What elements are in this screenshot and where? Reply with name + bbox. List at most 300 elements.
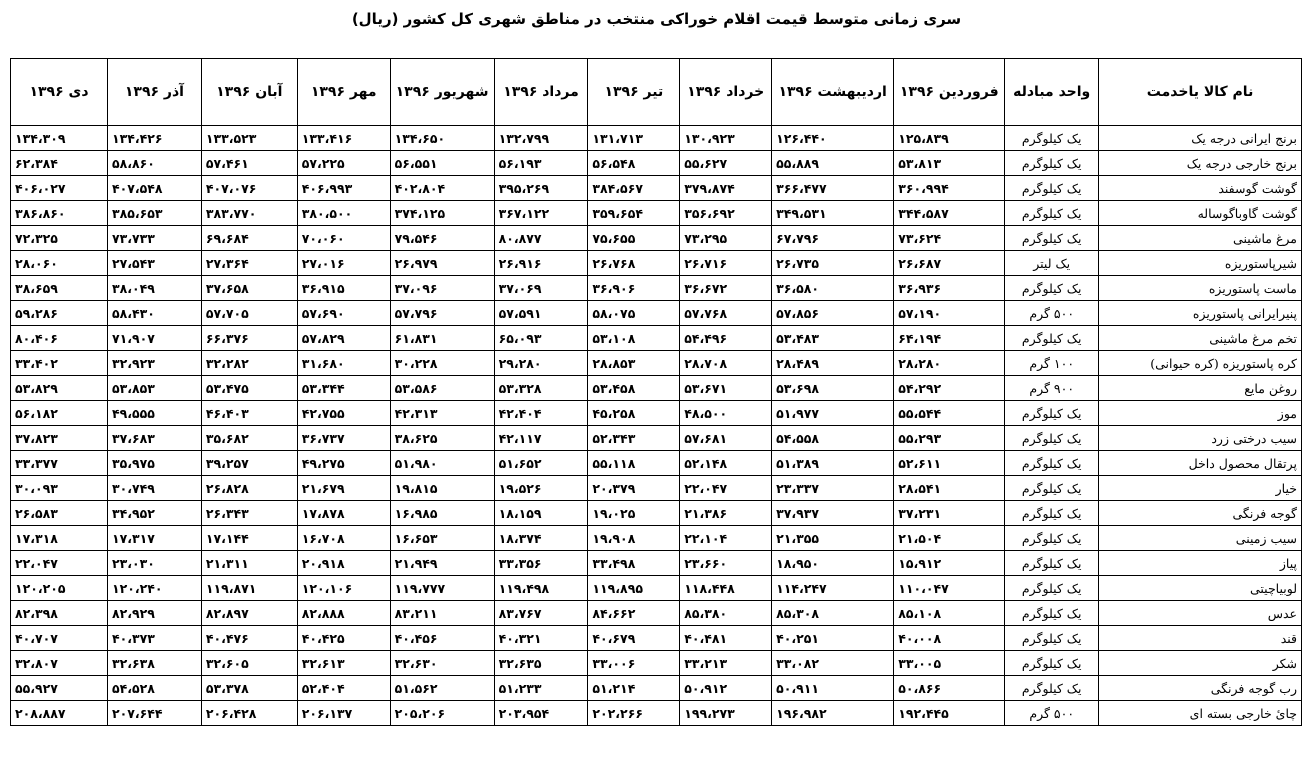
column-header-month: آذر ۱۳۹۶: [108, 59, 202, 126]
price-cell: ۵۳،۳۲۸: [494, 376, 588, 401]
table-row: [11, 476, 1302, 501]
price-cell: ۵۶،۵۵۱: [390, 151, 494, 176]
price-cell: ۸۴،۶۶۲: [588, 601, 680, 626]
price-cell: ۳۹۵،۲۶۹: [494, 176, 588, 201]
column-header-month: دی ۱۳۹۶: [11, 59, 108, 126]
price-cell: ۱۳۴،۴۲۶: [108, 126, 202, 151]
price-cell: ۱۲۰،۲۰۵: [11, 576, 108, 601]
price-cell: ۵۰،۸۶۶: [894, 676, 1005, 701]
price-cell: ۱۹،۰۲۵: [588, 501, 680, 526]
price-cell: ۲۶،۷۶۸: [588, 251, 680, 276]
price-cell: ۳۶،۵۸۰: [772, 276, 894, 301]
price-cell: ۴۲،۱۱۷: [494, 426, 588, 451]
price-cell: ۱۶،۶۵۳: [390, 526, 494, 551]
price-cell: ۴۲،۷۵۵: [297, 401, 390, 426]
unit-cell: یک کیلوگرم: [1005, 576, 1099, 601]
price-cell: ۷۳،۶۲۴: [894, 226, 1005, 251]
price-cell: ۳۳،۴۰۲: [11, 351, 108, 376]
price-cell: ۳۷۴،۱۲۵: [390, 201, 494, 226]
price-cell: ۳۸۳،۷۷۰: [201, 201, 297, 226]
item-name-cell: گوشت گاوباگوساله: [1099, 201, 1302, 226]
price-cell: ۷۱،۹۰۷: [108, 326, 202, 351]
column-header-month: تیر ۱۳۹۶: [588, 59, 680, 126]
price-cell: ۵۲،۴۰۴: [297, 676, 390, 701]
item-name-cell: روغن مایع: [1099, 376, 1302, 401]
price-cell: ۲۸،۰۶۰: [11, 251, 108, 276]
price-cell: ۳۲،۲۸۲: [201, 351, 297, 376]
price-cell: ۲۱،۵۰۴: [894, 526, 1005, 551]
column-header-month: خرداد ۱۳۹۶: [680, 59, 772, 126]
table-row: [11, 351, 1302, 376]
price-cell: ۳۷،۲۳۱: [894, 501, 1005, 526]
price-cell: ۵۶،۵۴۸: [588, 151, 680, 176]
unit-cell: یک کیلوگرم: [1005, 426, 1099, 451]
price-cell: ۱۱۴،۲۴۷: [772, 576, 894, 601]
price-cell: ۱۷،۸۷۸: [297, 501, 390, 526]
price-cell: ۲۷،۵۴۳: [108, 251, 202, 276]
price-cell: ۲۸،۷۰۸: [680, 351, 772, 376]
price-cell: ۲۸،۵۴۱: [894, 476, 1005, 501]
price-cell: ۵۳،۶۷۱: [680, 376, 772, 401]
price-cell: ۳۳،۰۰۵: [894, 651, 1005, 676]
price-cell: ۱۸،۱۵۹: [494, 501, 588, 526]
price-cell: ۲۰۶،۴۲۸: [201, 701, 297, 726]
price-cell: ۱۳۴،۶۵۰: [390, 126, 494, 151]
price-cell: ۳۷،۶۵۸: [201, 276, 297, 301]
unit-cell: یک کیلوگرم: [1005, 451, 1099, 476]
price-cell: ۳۷،۹۳۷: [772, 501, 894, 526]
price-cell: ۵۴،۵۲۸: [108, 676, 202, 701]
price-cell: ۵۱،۳۸۹: [772, 451, 894, 476]
price-cell: ۵۰،۹۱۱: [772, 676, 894, 701]
price-cell: ۵۷،۶۹۰: [297, 301, 390, 326]
header-row: [11, 59, 1302, 126]
price-cell: ۱۹،۵۲۶: [494, 476, 588, 501]
price-cell: ۳۳،۲۱۳: [680, 651, 772, 676]
price-cell: ۵۰،۹۱۲: [680, 676, 772, 701]
price-cell: ۳۰،۷۴۹: [108, 476, 202, 501]
price-cell: ۴۰۷،۰۷۶: [201, 176, 297, 201]
price-cell: ۵۷،۸۵۶: [772, 301, 894, 326]
table-body: [11, 126, 1302, 726]
price-cell: ۵۷،۵۹۱: [494, 301, 588, 326]
price-cell: ۱۳۳،۴۱۶: [297, 126, 390, 151]
price-cell: ۳۴۹،۵۳۱: [772, 201, 894, 226]
price-cell: ۳۶۰،۹۹۴: [894, 176, 1005, 201]
item-name-cell: رب گوجه فرنگی: [1099, 676, 1302, 701]
item-name-cell: سیب زمینی: [1099, 526, 1302, 551]
price-cell: ۵۳،۸۱۳: [894, 151, 1005, 176]
unit-cell: یک کیلوگرم: [1005, 126, 1099, 151]
price-cell: ۳۸۰،۵۰۰: [297, 201, 390, 226]
price-cell: ۳۳،۰۸۲: [772, 651, 894, 676]
price-cell: ۳۳،۰۰۶: [588, 651, 680, 676]
table-row: [11, 176, 1302, 201]
price-cell: ۱۲۶،۴۴۰: [772, 126, 894, 151]
unit-cell: ۹۰۰ گرم: [1005, 376, 1099, 401]
table-row: [11, 526, 1302, 551]
price-cell: ۲۷،۰۱۶: [297, 251, 390, 276]
price-cell: ۵۸،۰۷۵: [588, 301, 680, 326]
price-cell: ۳۶،۹۱۵: [297, 276, 390, 301]
price-cell: ۶۴،۱۹۴: [894, 326, 1005, 351]
price-cell: ۴۰،۴۲۵: [297, 626, 390, 651]
item-name-cell: برنج ایرانی درجه یک: [1099, 126, 1302, 151]
price-cell: ۴۲،۴۰۴: [494, 401, 588, 426]
item-name-cell: گوشت گوسفند: [1099, 176, 1302, 201]
price-cell: ۱۳۲،۷۹۹: [494, 126, 588, 151]
price-cell: ۲۰۵،۲۰۶: [390, 701, 494, 726]
price-cell: ۳۲،۸۰۷: [11, 651, 108, 676]
price-cell: ۷۹،۵۴۶: [390, 226, 494, 251]
price-cell: ۱۵،۹۱۲: [894, 551, 1005, 576]
price-cell: ۲۱،۳۵۵: [772, 526, 894, 551]
price-cell: ۲۰۸،۸۸۷: [11, 701, 108, 726]
price-cell: ۵۱،۲۳۳: [494, 676, 588, 701]
price-cell: ۱۱۸،۴۴۸: [680, 576, 772, 601]
price-cell: ۳۳،۳۵۶: [494, 551, 588, 576]
price-cell: ۱۶،۹۸۵: [390, 501, 494, 526]
price-cell: ۸۲،۳۹۸: [11, 601, 108, 626]
price-cell: ۳۸۵،۶۵۳: [108, 201, 202, 226]
price-cell: ۷۳،۷۳۳: [108, 226, 202, 251]
price-cell: ۵۳،۴۵۸: [588, 376, 680, 401]
price-cell: ۸۳،۲۱۱: [390, 601, 494, 626]
unit-cell: یک کیلوگرم: [1005, 151, 1099, 176]
price-cell: ۲۳،۶۶۰: [680, 551, 772, 576]
table-row: [11, 651, 1302, 676]
price-cell: ۵۶،۱۹۳: [494, 151, 588, 176]
price-cell: ۵۳،۴۷۵: [201, 376, 297, 401]
column-header-item: نام کالا یاخدمت: [1099, 59, 1302, 126]
price-cell: ۱۷،۳۱۷: [108, 526, 202, 551]
price-cell: ۱۱۰،۰۴۷: [894, 576, 1005, 601]
price-cell: ۳۲،۶۳۵: [494, 651, 588, 676]
price-cell: ۴۰،۶۷۹: [588, 626, 680, 651]
price-cell: ۲۰۳،۹۵۴: [494, 701, 588, 726]
price-cell: ۲۱،۳۱۱: [201, 551, 297, 576]
price-cell: ۴۰۲،۸۰۴: [390, 176, 494, 201]
item-name-cell: سیب درختی زرد: [1099, 426, 1302, 451]
price-cell: ۵۱،۶۵۲: [494, 451, 588, 476]
item-name-cell: کره پاستوریزه (کره حیوانی): [1099, 351, 1302, 376]
price-cell: ۴۰،۴۵۶: [390, 626, 494, 651]
price-cell: ۳۲،۶۱۳: [297, 651, 390, 676]
table-row: [11, 601, 1302, 626]
price-cell: ۶۷،۷۹۶: [772, 226, 894, 251]
price-cell: ۵۸،۸۶۰: [108, 151, 202, 176]
price-cell: ۵۲،۶۱۱: [894, 451, 1005, 476]
price-cell: ۷۲،۳۲۵: [11, 226, 108, 251]
price-cell: ۲۱،۶۷۹: [297, 476, 390, 501]
column-header-month: شهریور ۱۳۹۶: [390, 59, 494, 126]
price-cell: ۳۸،۶۵۹: [11, 276, 108, 301]
price-cell: ۵۷،۴۶۱: [201, 151, 297, 176]
price-cell: ۵۴،۲۹۲: [894, 376, 1005, 401]
table-row: [11, 201, 1302, 226]
price-cell: ۲۶،۸۲۸: [201, 476, 297, 501]
price-cell: ۳۶۷،۱۲۲: [494, 201, 588, 226]
price-cell: ۲۳،۳۳۷: [772, 476, 894, 501]
unit-cell: یک کیلوگرم: [1005, 501, 1099, 526]
item-name-cell: خیار: [1099, 476, 1302, 501]
price-cell: ۵۳،۱۰۸: [588, 326, 680, 351]
price-cell: ۱۱۹،۸۹۵: [588, 576, 680, 601]
price-cell: ۵۲،۱۴۸: [680, 451, 772, 476]
table-row: [11, 251, 1302, 276]
price-cell: ۱۱۹،۷۷۷: [390, 576, 494, 601]
price-cell: ۲۹،۲۸۰: [494, 351, 588, 376]
table-row: [11, 451, 1302, 476]
price-cell: ۱۳۳،۵۲۳: [201, 126, 297, 151]
price-cell: ۵۴،۴۹۶: [680, 326, 772, 351]
price-cell: ۴۰،۴۸۱: [680, 626, 772, 651]
price-cell: ۱۲۰،۱۰۶: [297, 576, 390, 601]
price-cell: ۵۷،۲۲۵: [297, 151, 390, 176]
price-cell: ۱۷،۱۴۴: [201, 526, 297, 551]
price-cell: ۳۳،۳۷۷: [11, 451, 108, 476]
price-cell: ۱۳۱،۷۱۳: [588, 126, 680, 151]
item-name-cell: ماست پاستوریزه: [1099, 276, 1302, 301]
price-cell: ۳۷،۶۸۳: [108, 426, 202, 451]
price-cell: ۴۹،۵۵۵: [108, 401, 202, 426]
price-cell: ۵۸،۴۳۰: [108, 301, 202, 326]
price-cell: ۱۹۶،۹۸۲: [772, 701, 894, 726]
price-cell: ۱۳۰،۹۲۳: [680, 126, 772, 151]
price-cell: ۴۰،۳۷۳: [108, 626, 202, 651]
item-name-cell: قند: [1099, 626, 1302, 651]
price-cell: ۳۶،۹۰۶: [588, 276, 680, 301]
price-cell: ۸۲،۸۹۷: [201, 601, 297, 626]
unit-cell: یک کیلوگرم: [1005, 401, 1099, 426]
price-cell: ۳۰،۲۲۸: [390, 351, 494, 376]
price-cell: ۳۸،۶۲۵: [390, 426, 494, 451]
price-cell: ۵۱،۹۷۷: [772, 401, 894, 426]
price-cell: ۵۷،۷۶۸: [680, 301, 772, 326]
price-cell: ۱۸،۹۵۰: [772, 551, 894, 576]
price-cell: ۳۵۹،۶۵۴: [588, 201, 680, 226]
column-header-month: فروردین ۱۳۹۶: [894, 59, 1005, 126]
price-cell: ۳۲،۶۳۰: [390, 651, 494, 676]
price-cell: ۵۵،۱۱۸: [588, 451, 680, 476]
price-cell: ۲۰۶،۱۳۷: [297, 701, 390, 726]
unit-cell: یک کیلوگرم: [1005, 176, 1099, 201]
price-cell: ۲۲،۰۴۷: [680, 476, 772, 501]
price-cell: ۱۹۹،۲۷۳: [680, 701, 772, 726]
column-header-month: اردیبهشت ۱۳۹۶: [772, 59, 894, 126]
price-cell: ۳۴۴،۵۸۷: [894, 201, 1005, 226]
unit-cell: یک کیلوگرم: [1005, 601, 1099, 626]
price-cell: ۴۰،۳۲۱: [494, 626, 588, 651]
price-cell: ۲۶،۳۴۳: [201, 501, 297, 526]
price-cell: ۱۹،۹۰۸: [588, 526, 680, 551]
price-cell: ۲۶،۹۱۶: [494, 251, 588, 276]
price-cell: ۵۵،۲۹۳: [894, 426, 1005, 451]
price-cell: ۶۲،۳۸۴: [11, 151, 108, 176]
price-cell: ۳۷۹،۸۷۴: [680, 176, 772, 201]
price-cell: ۲۷،۳۶۴: [201, 251, 297, 276]
price-cell: ۸۵،۳۰۸: [772, 601, 894, 626]
unit-cell: یک کیلوگرم: [1005, 326, 1099, 351]
price-cell: ۷۵،۶۵۵: [588, 226, 680, 251]
table-row: [11, 676, 1302, 701]
unit-cell: یک لیتر: [1005, 251, 1099, 276]
item-name-cell: تخم مرغ ماشینی: [1099, 326, 1302, 351]
price-cell: ۸۳،۷۶۷: [494, 601, 588, 626]
price-cell: ۳۹،۲۵۷: [201, 451, 297, 476]
item-name-cell: گوجه فرنگی: [1099, 501, 1302, 526]
price-cell: ۴۹،۲۷۵: [297, 451, 390, 476]
price-cell: ۳۷،۰۹۶: [390, 276, 494, 301]
item-name-cell: پرتقال محصول داخل: [1099, 451, 1302, 476]
price-cell: ۳۴،۹۵۲: [108, 501, 202, 526]
item-name-cell: پیاز: [1099, 551, 1302, 576]
price-cell: ۵۳،۳۴۴: [297, 376, 390, 401]
unit-cell: یک کیلوگرم: [1005, 201, 1099, 226]
price-cell: ۵۳،۶۹۸: [772, 376, 894, 401]
column-header-unit: واحد مبادله: [1005, 59, 1099, 126]
price-cell: ۵۷،۶۸۱: [680, 426, 772, 451]
price-cell: ۳۶،۶۷۲: [680, 276, 772, 301]
unit-cell: یک کیلوگرم: [1005, 551, 1099, 576]
table-row: [11, 151, 1302, 176]
price-cell: ۱۱۹،۸۷۱: [201, 576, 297, 601]
price-cell: ۲۶،۷۳۵: [772, 251, 894, 276]
price-cell: ۲۲،۰۴۷: [11, 551, 108, 576]
item-name-cell: چائ خارجی بسته ای: [1099, 701, 1302, 726]
price-cell: ۲۱،۹۴۹: [390, 551, 494, 576]
price-cell: ۶۱،۸۳۱: [390, 326, 494, 351]
table-row: [11, 626, 1302, 651]
price-cell: ۲۶،۵۸۳: [11, 501, 108, 526]
price-cell: ۸۰،۴۰۶: [11, 326, 108, 351]
price-cell: ۵۶،۱۸۲: [11, 401, 108, 426]
price-cell: ۱۲۰،۲۴۰: [108, 576, 202, 601]
price-cell: ۴۸،۵۰۰: [680, 401, 772, 426]
price-cell: ۵۵،۵۴۴: [894, 401, 1005, 426]
price-cell: ۸۵،۳۸۰: [680, 601, 772, 626]
table-row: [11, 401, 1302, 426]
price-cell: ۶۹،۶۸۴: [201, 226, 297, 251]
price-cell: ۱۷،۳۱۸: [11, 526, 108, 551]
price-cell: ۴۰،۰۰۸: [894, 626, 1005, 651]
unit-cell: یک کیلوگرم: [1005, 651, 1099, 676]
price-cell: ۸۵،۱۰۸: [894, 601, 1005, 626]
price-table: [10, 58, 1302, 726]
price-cell: ۵۱،۵۶۲: [390, 676, 494, 701]
price-cell: ۳۲،۶۳۸: [108, 651, 202, 676]
price-cell: ۳۶۶،۴۷۷: [772, 176, 894, 201]
price-cell: ۲۶،۶۸۷: [894, 251, 1005, 276]
table-row: [11, 376, 1302, 401]
price-cell: ۵۳،۸۵۳: [108, 376, 202, 401]
table-row: [11, 276, 1302, 301]
item-name-cell: شکر: [1099, 651, 1302, 676]
price-cell: ۵۳،۴۸۳: [772, 326, 894, 351]
table-row: [11, 501, 1302, 526]
price-cell: ۳۸۴،۵۶۷: [588, 176, 680, 201]
column-header-month: مهر ۱۳۹۶: [297, 59, 390, 126]
price-cell: ۳۲،۶۰۵: [201, 651, 297, 676]
unit-cell: یک کیلوگرم: [1005, 626, 1099, 651]
price-cell: ۲۳،۰۳۰: [108, 551, 202, 576]
price-cell: ۲۰۲،۲۶۶: [588, 701, 680, 726]
price-cell: ۳۵۶،۶۹۲: [680, 201, 772, 226]
price-cell: ۵۱،۹۸۰: [390, 451, 494, 476]
price-cell: ۴۶،۴۰۳: [201, 401, 297, 426]
price-cell: ۳۰،۰۹۳: [11, 476, 108, 501]
price-cell: ۴۰۶،۰۲۷: [11, 176, 108, 201]
price-cell: ۳۸،۰۴۹: [108, 276, 202, 301]
table-row: [11, 126, 1302, 151]
price-cell: ۴۰۶،۹۹۳: [297, 176, 390, 201]
table-row: [11, 576, 1302, 601]
price-cell: ۱۸،۳۷۴: [494, 526, 588, 551]
price-cell: ۲۰،۳۷۹: [588, 476, 680, 501]
price-cell: ۳۵،۶۸۲: [201, 426, 297, 451]
price-cell: ۸۲،۹۲۹: [108, 601, 202, 626]
price-cell: ۵۷،۷۹۶: [390, 301, 494, 326]
price-cell: ۱۲۵،۸۳۹: [894, 126, 1005, 151]
price-cell: ۲۰۷،۶۴۴: [108, 701, 202, 726]
table-row: [11, 426, 1302, 451]
price-cell: ۵۷،۱۹۰: [894, 301, 1005, 326]
price-cell: ۳۸۶،۸۶۰: [11, 201, 108, 226]
price-cell: ۵۳،۸۲۹: [11, 376, 108, 401]
table-row: [11, 226, 1302, 251]
price-cell: ۲۲،۱۰۴: [680, 526, 772, 551]
unit-cell: یک کیلوگرم: [1005, 476, 1099, 501]
price-cell: ۵۱،۲۱۴: [588, 676, 680, 701]
price-cell: ۳۳،۴۹۸: [588, 551, 680, 576]
unit-cell: یک کیلوگرم: [1005, 276, 1099, 301]
price-cell: ۲۸،۴۸۹: [772, 351, 894, 376]
price-cell: ۲۸،۲۸۰: [894, 351, 1005, 376]
price-cell: ۵۹،۲۸۶: [11, 301, 108, 326]
item-name-cell: عدس: [1099, 601, 1302, 626]
price-cell: ۳۲،۹۲۳: [108, 351, 202, 376]
unit-cell: ۱۰۰ گرم: [1005, 351, 1099, 376]
price-cell: ۸۲،۸۸۸: [297, 601, 390, 626]
column-header-month: مرداد ۱۳۹۶: [494, 59, 588, 126]
price-cell: ۵۳،۳۷۸: [201, 676, 297, 701]
price-cell: ۳۷،۰۶۹: [494, 276, 588, 301]
price-cell: ۳۷،۸۲۳: [11, 426, 108, 451]
price-cell: ۲۶،۷۱۶: [680, 251, 772, 276]
item-name-cell: شیرپاستوریزه: [1099, 251, 1302, 276]
price-cell: ۷۰،۰۶۰: [297, 226, 390, 251]
item-name-cell: موز: [1099, 401, 1302, 426]
table-row: [11, 301, 1302, 326]
price-cell: ۲۱،۳۸۶: [680, 501, 772, 526]
price-cell: ۴۰،۲۵۱: [772, 626, 894, 651]
price-cell: ۴۲،۳۱۳: [390, 401, 494, 426]
item-name-cell: لوبیاچیتی: [1099, 576, 1302, 601]
item-name-cell: برنج خارجی درجه یک: [1099, 151, 1302, 176]
price-cell: ۱۹،۸۱۵: [390, 476, 494, 501]
price-cell: ۱۳۴،۳۰۹: [11, 126, 108, 151]
column-header-month: آبان ۱۳۹۶: [201, 59, 297, 126]
price-cell: ۵۵،۶۲۷: [680, 151, 772, 176]
price-cell: ۴۰،۷۰۷: [11, 626, 108, 651]
table-row: [11, 701, 1302, 726]
price-cell: ۲۰،۹۱۸: [297, 551, 390, 576]
price-cell: ۴۰۷،۵۴۸: [108, 176, 202, 201]
unit-cell: یک کیلوگرم: [1005, 226, 1099, 251]
price-cell: ۴۰،۴۷۶: [201, 626, 297, 651]
price-cell: ۵۵،۸۸۹: [772, 151, 894, 176]
price-cell: ۳۱،۶۸۰: [297, 351, 390, 376]
